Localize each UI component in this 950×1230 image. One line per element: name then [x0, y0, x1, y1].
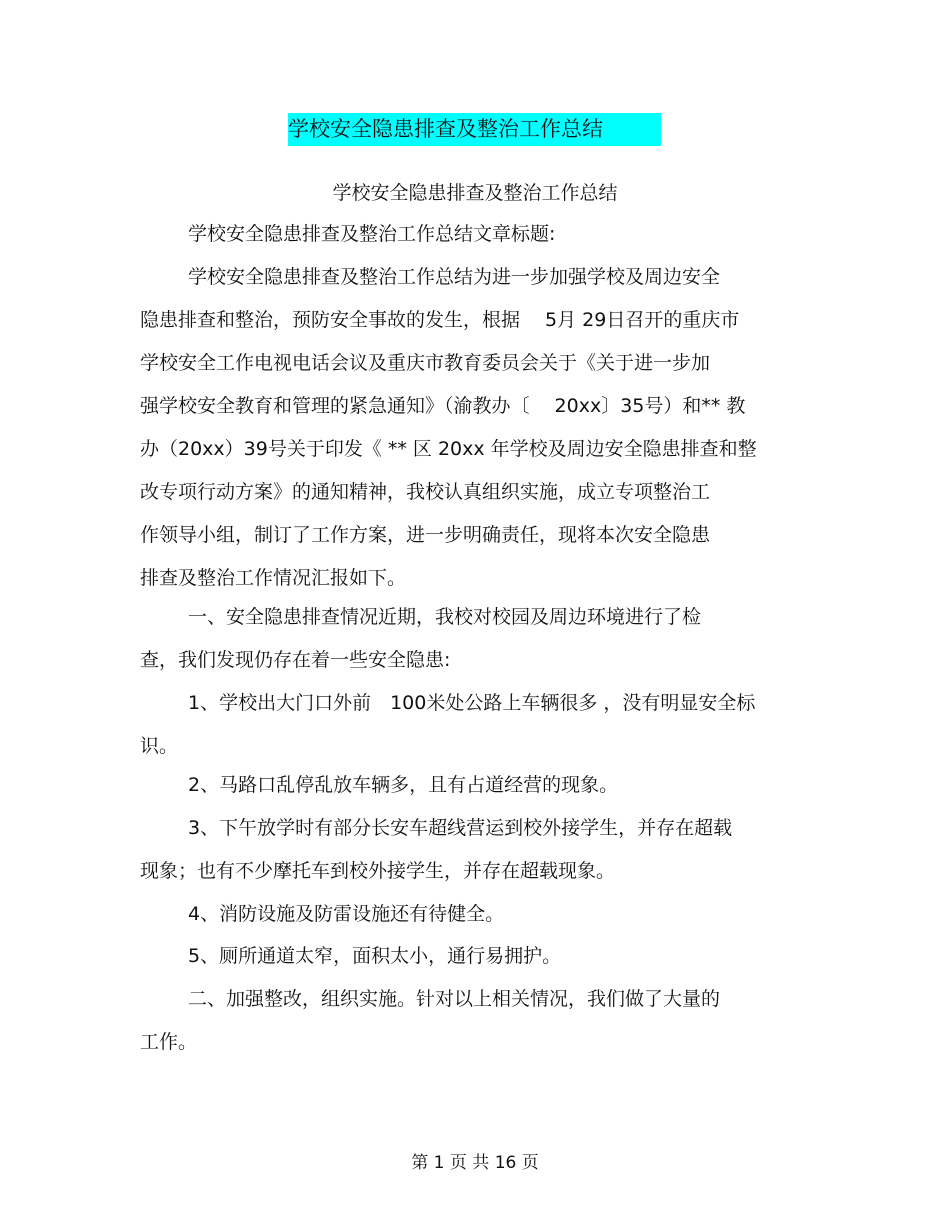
body-line: 学校安全隐患排查及整治工作总结为进一步加强学校及周边安全: [188, 266, 721, 288]
body-line: 作领导小组，制订了工作方案，进一步明确责任，现将本次安全隐患: [140, 524, 711, 546]
body-line: 排查及整治工作情况汇报如下。: [140, 567, 407, 589]
document-title: 学校安全隐患排查及整治工作总结: [288, 117, 603, 141]
body-line: 二、加强整改，组织实施。针对以上相关情况，我们做了大量的: [188, 988, 721, 1010]
page-number: 第 1 页 共 16 页: [411, 1153, 539, 1173]
body-line: 工作。: [140, 1031, 198, 1053]
body-line: 4、消防设施及防雷设施还有待健全。: [188, 903, 505, 925]
body-line: 学校安全隐患排查及整治工作总结文章标题:: [188, 223, 556, 245]
body-line: 识。: [140, 735, 179, 757]
body-line: 2、马路口乱停乱放车辆多，且有占道经营的现象。: [188, 774, 619, 796]
body-line: 学校安全工作电视电话会议及重庆市教育委员会关于《关于进一步加: [140, 352, 711, 374]
body-line: 1、学校出大门口外前 100米处公路上车辆很多 ，没有明显安全标: [188, 692, 756, 714]
body-line: 办（20xx）39号关于印发《 ** 区 20xx 年学校及周边安全隐患排查和整: [140, 438, 757, 460]
body-line: 查，我们发现仍存在着一些安全隐患:: [140, 649, 451, 671]
body-line: 现象；也有不少摩托车到校外接学生，并存在超载现象。: [140, 860, 616, 882]
body-line: 强学校安全教育和管理的紧急通知》（渝教办〔 20xx〕35号）和** 教: [140, 395, 746, 417]
document-subtitle: 学校安全隐患排查及整治工作总结: [332, 182, 618, 204]
body-line: 改专项行动方案》的通知精神，我校认真组织实施，成立专项整治工: [140, 481, 711, 503]
body-line: 3、下午放学时有部分长安车超线营运到校外接学生，并存在超载: [188, 817, 733, 839]
title-highlight: [288, 113, 661, 146]
body-line: 隐患排查和整治，预防安全事故的发生，根据 5月 29日召开的重庆市: [140, 309, 740, 331]
body-line: 一、安全隐患排查情况近期，我校对校园及周边环境进行了检: [188, 606, 702, 628]
body-line: 5、厕所通道太窄，面积太小，通行易拥护。: [188, 945, 562, 967]
